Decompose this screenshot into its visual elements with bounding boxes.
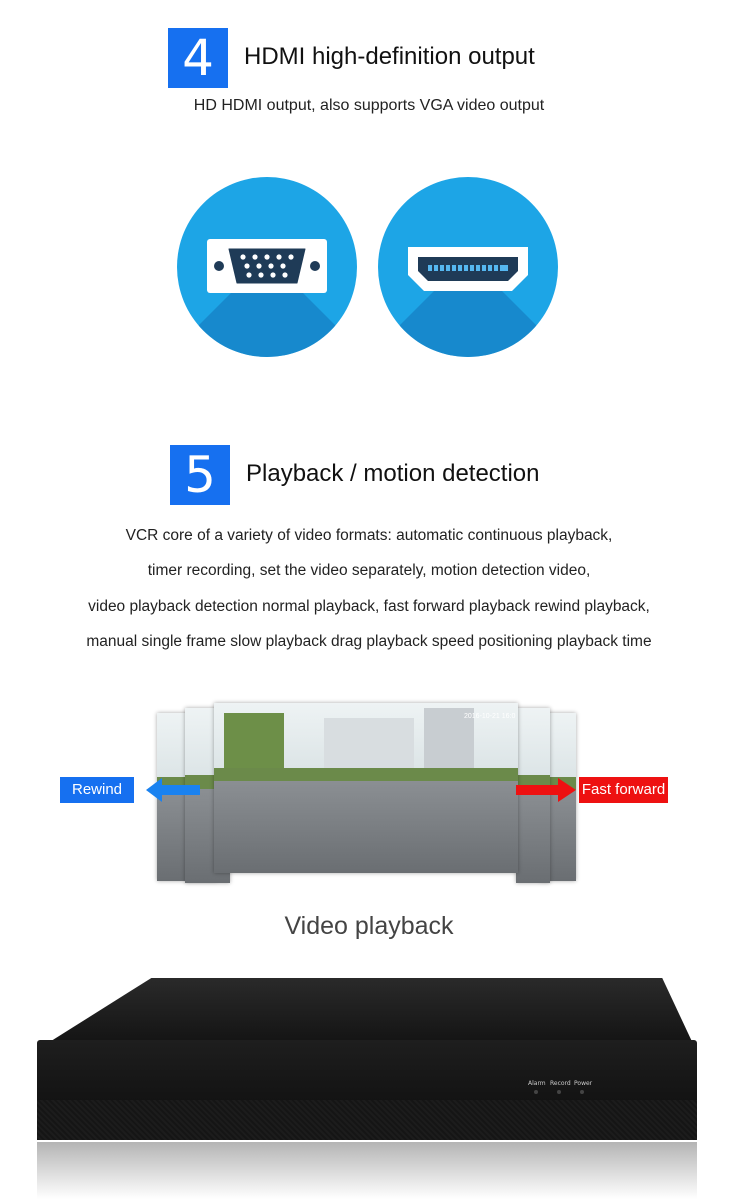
section-subtitle-hdmi: HD HDMI output, also supports VGA video output	[193, 97, 545, 114]
rewind-arrow-icon	[146, 778, 200, 802]
hdmi-port-icon	[378, 177, 558, 357]
playback-frame-main	[214, 703, 518, 873]
hdmi-circle	[378, 177, 558, 357]
dvr-vent-strip	[37, 1100, 697, 1140]
power-led-icon	[580, 1090, 584, 1094]
led-label-alarm: Alarm	[528, 1080, 546, 1087]
section-number-4: 4	[168, 28, 228, 88]
section-number-5: 5	[170, 445, 230, 505]
led-label-power: Power	[574, 1080, 593, 1087]
fast-forward-button[interactable]: Fast forward	[579, 777, 668, 803]
dvr-top-panel	[40, 978, 695, 1048]
section-title-hdmi: HDMI high-definition output	[244, 43, 535, 70]
vga-circle	[177, 177, 357, 357]
dvr-reflection	[37, 1142, 697, 1199]
alarm-led-icon	[534, 1090, 538, 1094]
description-line-4: manual single frame slow playback drag playback speed positioning playback time	[86, 633, 652, 650]
timestamp-overlay: 2016-10-21 16:0	[464, 713, 516, 720]
video-playback-caption: Video playback	[284, 912, 454, 940]
led-label-record: Record	[550, 1080, 571, 1087]
description-line-3: video playback detection normal playback, fast forward playback rewind playback,	[88, 598, 650, 615]
description-line-1: VCR core of a variety of video formats: automatic continuous playback,	[125, 527, 613, 544]
rewind-button[interactable]: Rewind	[60, 777, 134, 803]
section-title-playback: Playback / motion detection	[246, 460, 540, 487]
vga-port-icon	[177, 177, 357, 357]
fast-forward-arrow-icon	[516, 778, 576, 802]
description-line-2: timer recording, set the video separately, motion detection video,	[147, 562, 591, 579]
record-led-icon	[557, 1090, 561, 1094]
